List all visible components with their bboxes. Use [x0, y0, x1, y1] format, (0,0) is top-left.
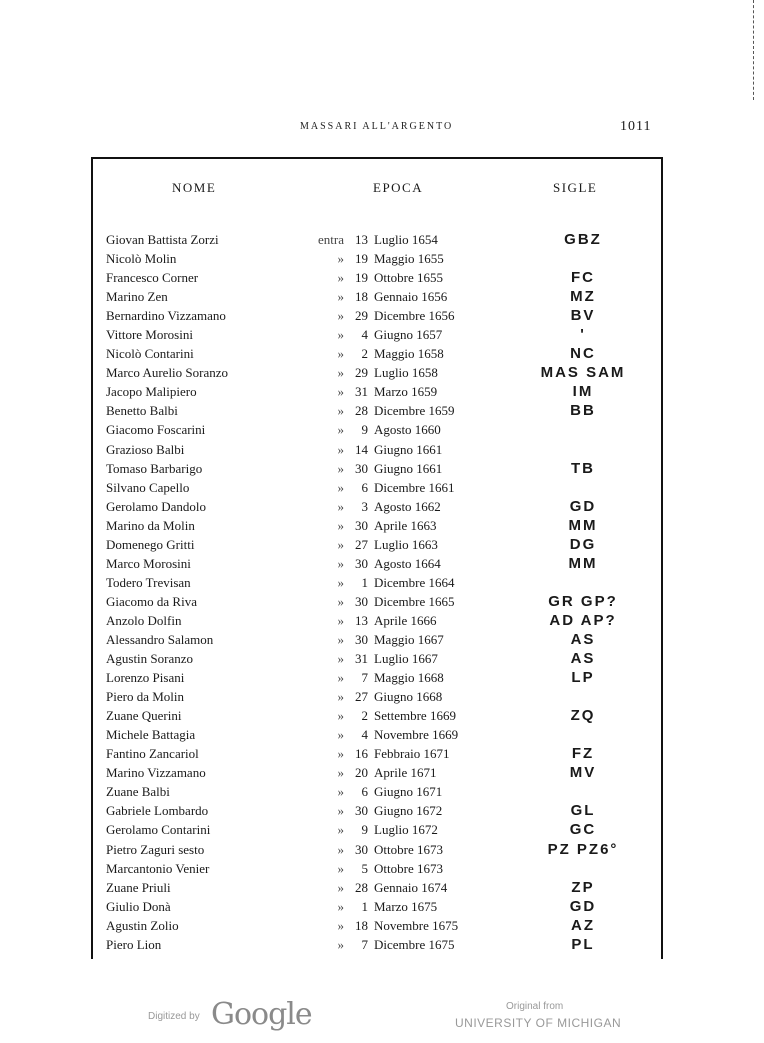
row-prefix: »: [337, 422, 344, 438]
table-body: [0, 230, 764, 954]
table-row: [0, 801, 764, 820]
table-row: [0, 306, 764, 325]
row-day: 7: [361, 670, 368, 686]
row-prefix: »: [337, 308, 344, 324]
row-sigle: AZ: [571, 916, 595, 934]
row-name: Marco Aurelio Soranzo: [106, 365, 229, 381]
table-row: [0, 763, 764, 782]
row-date: Dicembre 1675: [374, 936, 455, 952]
google-logo: Google: [211, 997, 312, 1032]
row-sigle: AS: [570, 650, 596, 668]
row-prefix: »: [337, 860, 344, 876]
row-name: Gerolamo Dandolo: [106, 498, 207, 514]
row-name: Marino da Molin: [106, 517, 195, 533]
row-name: Tomaso Barbarigo: [106, 460, 203, 476]
row-day: 30: [355, 803, 368, 819]
digitized-by-label: Digitized by: [148, 1011, 200, 1022]
row-date: Agosto 1664: [374, 555, 441, 571]
row-prefix: »: [337, 784, 344, 800]
table-row: [0, 820, 764, 839]
row-name: Agustin Soranzo: [106, 651, 194, 667]
row-day: 30: [355, 555, 368, 571]
row-prefix: »: [337, 517, 344, 533]
row-sigle: DG: [569, 535, 597, 553]
row-day: 6: [361, 479, 368, 495]
row-date: Gennaio 1674: [374, 879, 448, 895]
table-row: [0, 554, 764, 573]
table-row: [0, 478, 764, 497]
row-name: Nicolò Contarini: [106, 346, 194, 362]
table-row: [0, 344, 764, 363]
table-row: [0, 649, 764, 668]
row-day: 3: [361, 498, 368, 514]
row-day: 2: [361, 346, 368, 362]
row-day: 4: [361, 327, 368, 343]
row-date: Febbraio 1671: [374, 746, 450, 762]
row-day: 19: [355, 270, 368, 286]
row-sigle: MAS SAM: [540, 364, 626, 382]
row-date: Giugno 1668: [374, 689, 443, 705]
row-name: Gerolamo Contarini: [106, 822, 211, 838]
row-date: Ottobre 1673: [374, 841, 443, 857]
table-row: [0, 382, 764, 401]
table-row: [0, 440, 764, 459]
row-date: Giugno 1661: [374, 460, 443, 476]
row-date: Novembre 1669: [374, 727, 459, 743]
table-row: [0, 859, 764, 878]
row-name: Zuane Balbi: [106, 784, 170, 800]
row-date: Dicembre 1661: [374, 479, 455, 495]
table-row: [0, 516, 764, 535]
row-sigle: FZ: [571, 745, 595, 763]
row-name: Piero da Molin: [106, 689, 184, 705]
row-name: Marco Morosini: [106, 555, 191, 571]
table-row: [0, 668, 764, 687]
table-row: [0, 782, 764, 801]
row-date: Ottobre 1655: [374, 270, 443, 286]
running-title: MASSARI ALL'ARGENTO: [300, 121, 454, 132]
row-date: Dicembre 1659: [374, 403, 455, 419]
row-sigle: IM: [572, 383, 594, 401]
row-name: Giacomo da Riva: [106, 593, 197, 609]
university-label: UNIVERSITY OF MICHIGAN: [455, 1016, 622, 1030]
row-date: Maggio 1658: [374, 346, 444, 362]
row-day: 1: [361, 898, 368, 914]
row-date: Gennaio 1656: [374, 289, 448, 305]
row-sigle: BV: [570, 307, 596, 325]
row-date: Novembre 1675: [374, 917, 459, 933]
row-day: 27: [355, 689, 368, 705]
row-day: 31: [355, 651, 368, 667]
table-row: [0, 687, 764, 706]
table-row: [0, 459, 764, 478]
row-date: Giugno 1671: [374, 784, 443, 800]
column-header-sigle: SIGLE: [553, 180, 598, 195]
row-sigle: GD: [569, 497, 597, 515]
table-row: [0, 573, 764, 592]
row-prefix: »: [337, 327, 344, 343]
table-row: [0, 935, 764, 954]
row-day: 4: [361, 727, 368, 743]
row-name: Bernardino Vizzamano: [106, 308, 226, 324]
row-prefix: »: [337, 441, 344, 457]
row-name: Fantino Zancariol: [106, 746, 199, 762]
table-row: [0, 420, 764, 439]
row-name: Lorenzo Pisani: [106, 670, 185, 686]
table-row: [0, 592, 764, 611]
row-date: Luglio 1672: [374, 822, 438, 838]
row-sigle: NC: [570, 345, 596, 363]
table-row: [0, 325, 764, 344]
row-date: Luglio 1663: [374, 536, 438, 552]
row-name: Giacomo Foscarini: [106, 422, 206, 438]
row-name: Giovan Battista Zorzi: [106, 232, 219, 247]
row-sigle: GD: [569, 897, 597, 915]
row-name: Marino Zen: [106, 289, 168, 305]
row-sigle: PZ PZ6°: [547, 840, 619, 858]
row-date: Settembre 1669: [374, 708, 456, 724]
row-sigle: ': [580, 326, 586, 344]
table-row: [0, 706, 764, 725]
row-sigle: MV: [569, 764, 597, 782]
table-row: [0, 611, 764, 630]
row-prefix: »: [337, 460, 344, 476]
row-day: 28: [355, 403, 368, 419]
row-name: Jacopo Malipiero: [106, 384, 197, 400]
row-sigle: ZQ: [570, 707, 596, 725]
row-day: 14: [355, 441, 368, 457]
row-prefix: »: [337, 746, 344, 762]
row-date: Aprile 1663: [374, 517, 437, 533]
row-prefix: »: [337, 593, 344, 609]
table-row: [0, 878, 764, 897]
row-date: Dicembre 1664: [374, 574, 455, 590]
row-date: Luglio 1654: [374, 232, 438, 247]
original-from-label: Original from: [506, 1001, 564, 1012]
row-day: 30: [355, 517, 368, 533]
row-name: Francesco Corner: [106, 270, 199, 286]
row-prefix: »: [337, 879, 344, 895]
table-row: [0, 497, 764, 516]
page-number: 1011: [620, 119, 652, 134]
row-prefix: »: [337, 574, 344, 590]
row-prefix: entra: [318, 232, 344, 247]
row-sigle: AS: [570, 630, 596, 648]
row-sigle: ZP: [571, 878, 595, 896]
table-row: [0, 744, 764, 763]
row-date: Giugno 1672: [374, 803, 443, 819]
row-date: Marzo 1659: [374, 384, 438, 400]
row-prefix: »: [337, 384, 344, 400]
row-date: Aprile 1671: [374, 765, 437, 781]
row-day: 1: [361, 574, 368, 590]
table-row: [0, 897, 764, 916]
row-day: 16: [355, 746, 368, 762]
row-sigle: AD AP?: [549, 611, 617, 629]
row-name: Zuane Querini: [106, 708, 182, 724]
row-prefix: »: [337, 708, 344, 724]
row-day: 30: [355, 593, 368, 609]
row-name: Michele Battagia: [106, 727, 196, 743]
row-prefix: »: [337, 251, 344, 267]
row-sigle: LP: [571, 669, 595, 687]
table-row: [0, 840, 764, 859]
row-name: Domenego Gritti: [106, 536, 195, 552]
row-prefix: »: [337, 898, 344, 914]
row-day: 5: [361, 860, 368, 876]
scan-edge-marks: [753, 0, 756, 100]
table-row: [0, 249, 764, 268]
row-prefix: »: [337, 727, 344, 743]
table-row: [0, 401, 764, 420]
row-prefix: »: [337, 631, 344, 647]
row-name: Grazioso Balbi: [106, 441, 185, 457]
row-prefix: »: [337, 270, 344, 286]
row-name: Vittore Morosini: [106, 327, 193, 343]
row-prefix: »: [337, 479, 344, 495]
table-row: [0, 725, 764, 744]
row-prefix: »: [337, 498, 344, 514]
row-date: Dicembre 1656: [374, 308, 455, 324]
row-sigle: MM: [568, 516, 598, 534]
row-sigle: TB: [571, 459, 595, 477]
row-day: 30: [355, 841, 368, 857]
row-day: 20: [355, 765, 368, 781]
row-name: Marino Vizzamano: [106, 765, 206, 781]
row-day: 13: [355, 232, 368, 247]
row-day: 7: [361, 936, 368, 952]
row-name: Todero Trevisan: [106, 574, 191, 590]
table-row: [0, 287, 764, 306]
row-date: Maggio 1667: [374, 631, 444, 647]
row-prefix: »: [337, 822, 344, 838]
row-name: Benetto Balbi: [106, 403, 178, 419]
row-day: 30: [355, 460, 368, 476]
row-day: 18: [355, 289, 368, 305]
row-prefix: »: [337, 555, 344, 571]
row-name: Giulio Donà: [106, 898, 171, 914]
column-header-nome: NOME: [172, 180, 217, 195]
row-sigle: GC: [569, 821, 597, 839]
row-day: 19: [355, 251, 368, 267]
row-day: 29: [355, 365, 368, 381]
row-date: Aprile 1666: [374, 612, 437, 628]
row-prefix: »: [337, 612, 344, 628]
row-name: Alessandro Salamon: [106, 631, 214, 647]
row-day: 9: [361, 822, 368, 838]
row-sigle: MM: [568, 554, 598, 572]
table-row: [0, 916, 764, 935]
row-date: Giugno 1657: [374, 327, 443, 343]
row-date: Luglio 1667: [374, 651, 438, 667]
row-prefix: »: [337, 803, 344, 819]
row-prefix: »: [337, 670, 344, 686]
table-row: [0, 268, 764, 287]
row-day: 29: [355, 308, 368, 324]
row-date: Marzo 1675: [374, 898, 438, 914]
row-prefix: »: [337, 365, 344, 381]
table-row: [0, 630, 764, 649]
table-row: [0, 535, 764, 554]
row-sigle: BB: [570, 402, 596, 420]
row-sigle: GR GP?: [548, 592, 618, 610]
row-name: Silvano Capello: [106, 479, 190, 495]
row-prefix: »: [337, 841, 344, 857]
row-sigle: PL: [571, 935, 595, 953]
row-date: Giugno 1661: [374, 441, 443, 457]
row-name: Anzolo Dolfin: [106, 612, 182, 628]
row-prefix: »: [337, 651, 344, 667]
row-date: Dicembre 1665: [374, 593, 455, 609]
row-name: Zuane Priuli: [106, 879, 171, 895]
row-day: 2: [361, 708, 368, 724]
row-sigle: GBZ: [564, 231, 602, 248]
row-prefix: »: [337, 936, 344, 952]
row-date: Agosto 1662: [374, 498, 441, 514]
row-day: 18: [355, 917, 368, 933]
row-name: Pietro Zaguri sesto: [106, 841, 205, 857]
table-row: [0, 363, 764, 382]
row-day: 9: [361, 422, 368, 438]
row-date: Ottobre 1673: [374, 860, 443, 876]
row-prefix: »: [337, 765, 344, 781]
row-name: Nicolò Molin: [106, 251, 177, 267]
row-day: 6: [361, 784, 368, 800]
row-date: Agosto 1660: [374, 422, 441, 438]
row-name: Gabriele Lombardo: [106, 803, 209, 819]
row-prefix: »: [337, 536, 344, 552]
row-date: Maggio 1655: [374, 251, 444, 267]
row-day: 30: [355, 631, 368, 647]
row-name: Piero Lion: [106, 936, 162, 952]
row-day: 27: [355, 536, 368, 552]
row-prefix: »: [337, 403, 344, 419]
row-prefix: »: [337, 689, 344, 705]
row-day: 31: [355, 384, 368, 400]
row-sigle: GL: [570, 802, 596, 820]
row-date: Luglio 1658: [374, 365, 438, 381]
row-day: 13: [355, 612, 368, 628]
table-row: [0, 230, 764, 249]
row-sigle: FC: [571, 269, 595, 287]
row-name: Marcantonio Venier: [106, 860, 210, 876]
row-prefix: »: [337, 346, 344, 362]
row-date: Maggio 1668: [374, 670, 444, 686]
column-header-epoca: EPOCA: [373, 180, 424, 195]
row-day: 28: [355, 879, 368, 895]
row-prefix: »: [337, 917, 344, 933]
row-prefix: »: [337, 289, 344, 305]
row-name: Agustin Zolio: [106, 917, 179, 933]
row-sigle: MZ: [570, 288, 596, 306]
